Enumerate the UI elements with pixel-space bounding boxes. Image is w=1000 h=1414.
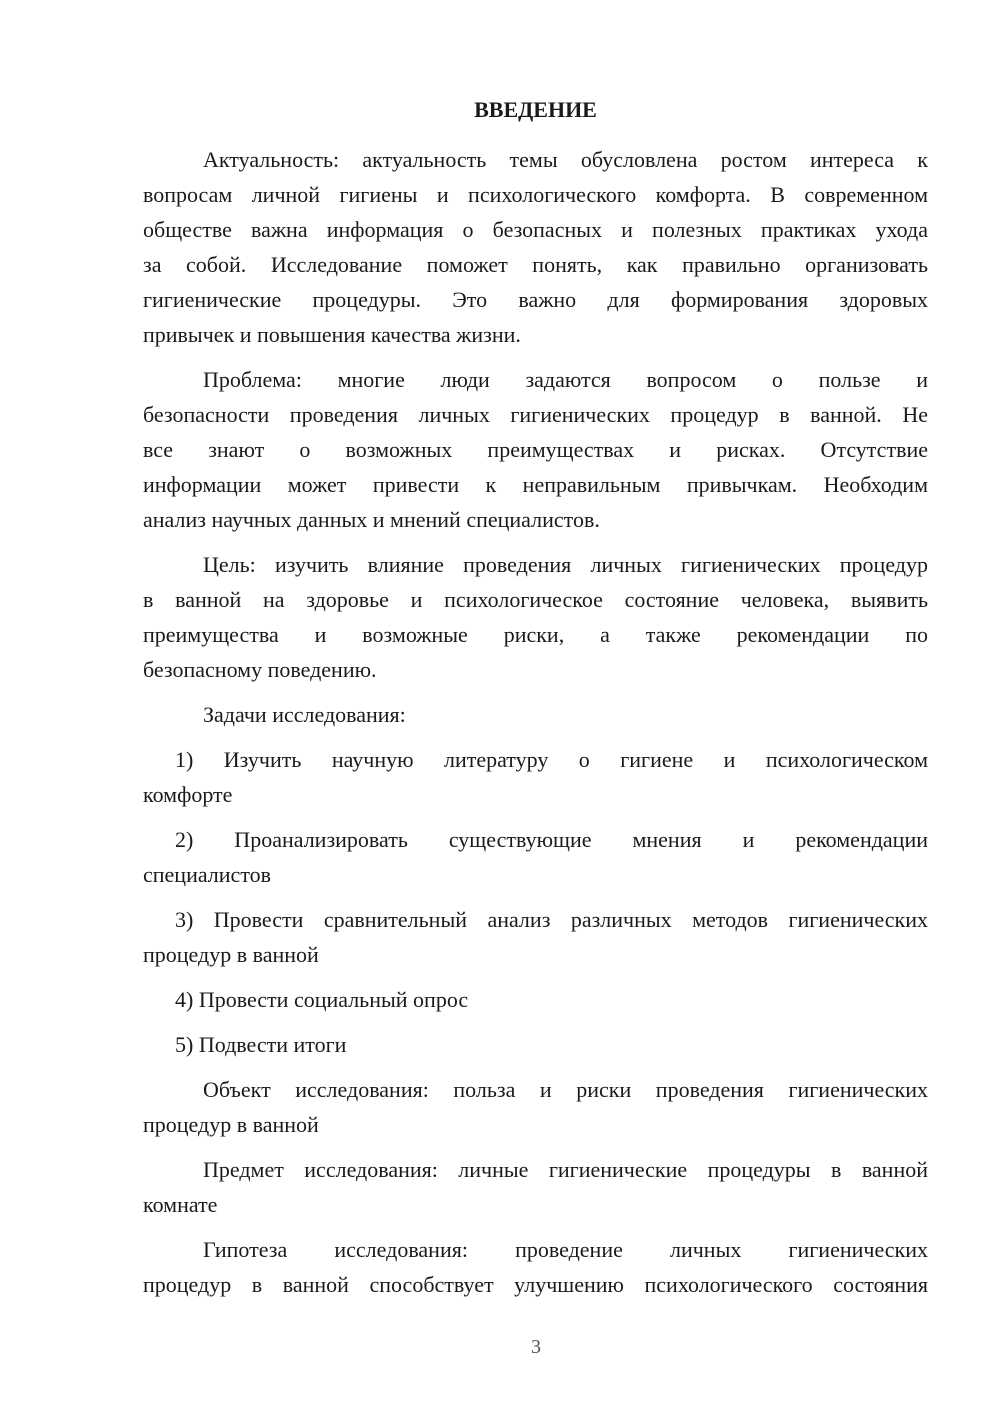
task-list-item (143, 982, 928, 1017)
text-line: 2) Проанализировать существующие мнения и рекомендации (175, 827, 928, 852)
task-list-item (143, 902, 928, 972)
text-line: вопросам личной гигиены и психологического комфорта. В современном (143, 182, 928, 207)
text-line: гигиенические процедуры. Это важно для формирования здоровых (143, 287, 928, 312)
paragraph (143, 142, 928, 352)
task-list-item (143, 742, 928, 812)
text-line: процедур в ванной (143, 942, 319, 967)
text-line: анализ научных данных и мнений специалистов. (143, 507, 600, 532)
text-line: 1) Изучить научную литературу о гигиене и психологическом (175, 747, 928, 772)
text-line: Задачи исследования: (203, 702, 406, 727)
text-line: все знают о возможных преимуществах и рисках. Отсутствие (143, 437, 928, 462)
text-line: 3) Провести сравнительный анализ различных методов гигиенических (175, 907, 928, 932)
text-line: Цель: изучить влияние проведения личных гигиенических процедур (203, 552, 928, 577)
text-line: преимущества и возможные риски, а также рекомендации по (143, 622, 928, 647)
paragraph (143, 1072, 928, 1142)
paragraph (143, 1232, 928, 1302)
section-title: ВВЕДЕНИЕ (474, 97, 597, 122)
text-line: специалистов (143, 862, 272, 887)
document-page (143, 92, 928, 1312)
text-line: Проблема: многие люди задаются вопросом о пользе и (203, 367, 928, 392)
text-line: процедур в ванной способствует улучшению психологического состояния (143, 1272, 928, 1297)
text-line: обществе важна информация о безопасных и полезных практиках ухода (143, 217, 928, 242)
text-line: 4) Провести социальный опрос (175, 987, 469, 1012)
document-body (143, 142, 928, 1302)
paragraph (143, 362, 928, 537)
text-line: за собой. Исследование поможет понять, как правильно организовать (143, 252, 928, 277)
text-line: Объект исследования: польза и риски проведения гигиенических (203, 1077, 928, 1102)
text-line: комфорте (143, 782, 233, 807)
text-line: Гипотеза исследования: проведение личных гигиенических (203, 1237, 928, 1262)
text-line: Предмет исследования: личные гигиенические процедуры в ванной (203, 1157, 928, 1182)
task-list-item (143, 1027, 928, 1062)
paragraph (143, 697, 928, 732)
text-line: комнате (143, 1192, 218, 1217)
text-line: безопасному поведению. (143, 657, 377, 682)
text-line: безопасности проведения личных гигиенических процедур в ванной. Не (143, 402, 928, 427)
task-list-item (143, 822, 928, 892)
page-number: 3 (531, 1336, 541, 1358)
text-line: информации может привести к неправильным привычкам. Необходим (143, 472, 928, 497)
paragraph (143, 1152, 928, 1222)
text-line: привычек и повышения качества жизни. (143, 322, 521, 347)
text-line: процедур в ванной (143, 1112, 319, 1137)
text-line: в ванной на здоровье и психологическое состояние человека, выявить (143, 587, 928, 612)
paragraph (143, 547, 928, 687)
text-line: Актуальность: актуальность темы обусловлена ростом интереса к (203, 147, 928, 172)
text-line: 5) Подвести итоги (175, 1032, 347, 1057)
